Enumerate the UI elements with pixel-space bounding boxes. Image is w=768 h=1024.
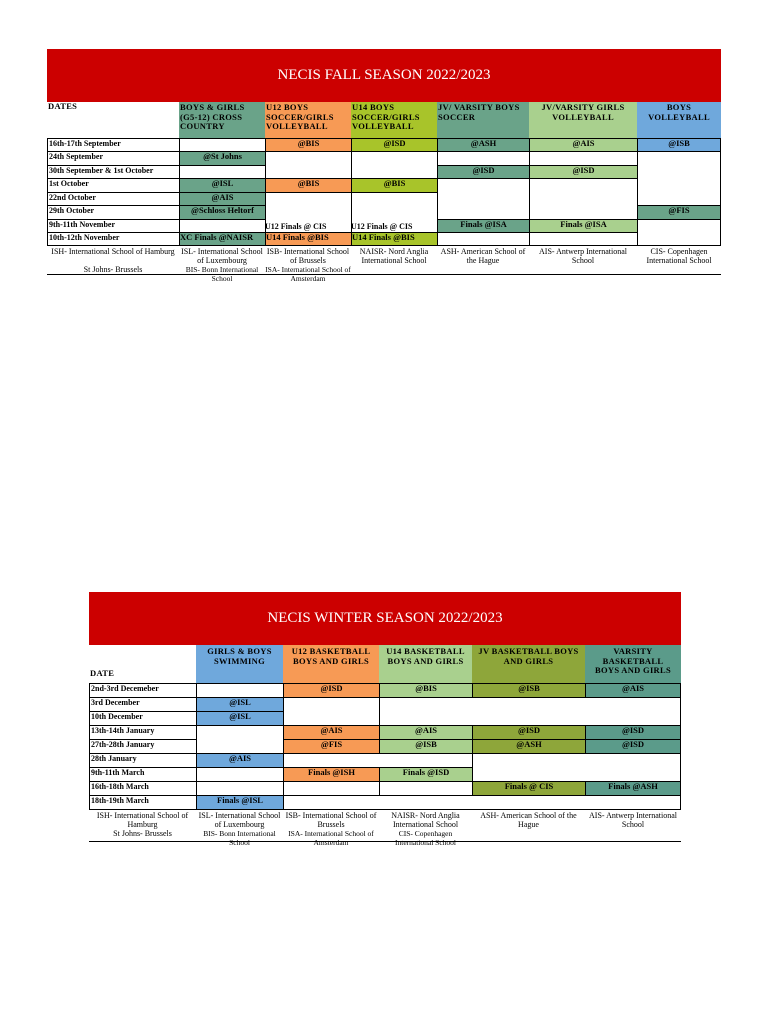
winter-legend-item: St Johns- Brussels bbox=[113, 829, 172, 838]
fall-header-u12: U12 BOYS SOCCER/GIRLS VOLLEYBALL bbox=[265, 102, 351, 138]
fall-event-cell: @AIS bbox=[179, 192, 266, 206]
winter-event-cell: @AIS bbox=[379, 725, 473, 740]
fall-event-cell bbox=[179, 219, 266, 233]
fall-event-cell: @St Johns bbox=[179, 151, 266, 166]
fall-grid bbox=[47, 102, 721, 283]
fall-event-cell: XC Finals @NAISR bbox=[179, 232, 266, 246]
fall-event-cell bbox=[437, 151, 530, 166]
fall-event-cell bbox=[351, 151, 438, 179]
fall-header-xc: BOYS & GIRLS (G5-12) CROSS COUNTRY bbox=[179, 102, 265, 138]
fall-event-cell: @ISB bbox=[637, 138, 721, 152]
winter-header-u14: U14 BASKETBALL BOYS AND GIRLS bbox=[379, 645, 472, 683]
winter-event-cell: @AIS bbox=[283, 725, 380, 740]
fall-event-cell: U14 Finals @BIS bbox=[265, 232, 352, 246]
fall-title-banner bbox=[47, 49, 721, 102]
winter-date: 16th-18th March bbox=[89, 781, 197, 796]
fall-event-cell bbox=[179, 138, 266, 152]
fall-event-cell: @ISL bbox=[179, 178, 266, 193]
fall-event-cell bbox=[637, 219, 721, 246]
fall-header-jvvb: JV/VARSITY GIRLS VOLLEYBALL bbox=[529, 102, 637, 138]
winter-event-cell: Finals @ISL bbox=[196, 795, 284, 810]
winter-date: 13th-14th January bbox=[89, 725, 197, 740]
fall-event-cell: @ISD bbox=[529, 165, 638, 179]
winter-event-cell bbox=[196, 725, 284, 754]
fall-legend-item: ISH- International School of Hamburg bbox=[51, 247, 175, 256]
fall-legend-item: ISB- International School of Brussels bbox=[266, 247, 350, 265]
fall-legend-item: ISL- International School of Luxembourg bbox=[181, 247, 263, 265]
fall-legend-item: NAISR- Nord Anglia International School bbox=[359, 247, 429, 265]
winter-event-cell: @ASH bbox=[472, 739, 586, 754]
fall-event-cell bbox=[437, 178, 530, 220]
fall-date: 1st October bbox=[47, 178, 180, 193]
winter-legend-item: ISB- International School of Brussels bbox=[285, 811, 377, 829]
winter-event-cell: @ISD bbox=[585, 739, 681, 754]
winter-event-cell: Finals @ CIS bbox=[472, 781, 586, 796]
fall-header-dates: DATES bbox=[47, 102, 179, 138]
winter-event-cell: @ISD bbox=[472, 725, 586, 740]
winter-date: 10th December bbox=[89, 711, 197, 726]
winter-date: 9th-11th March bbox=[89, 767, 197, 782]
fall-date: 10th-12th November bbox=[47, 232, 180, 246]
fall-event-cell bbox=[529, 151, 638, 166]
fall-event-cell: @ASH bbox=[437, 138, 530, 152]
winter-event-cell bbox=[196, 781, 284, 796]
winter-legend-item: ASH- American School of the Hague bbox=[480, 811, 577, 829]
fall-legend-item: BIS- Bonn International School bbox=[185, 265, 259, 283]
winter-legend-item: ISA- International School of Amsterdam bbox=[288, 829, 374, 847]
fall-event-cell: @ISD bbox=[351, 138, 438, 152]
fall-event-cell bbox=[265, 151, 352, 179]
fall-season-table bbox=[47, 49, 721, 283]
fall-date: 9th-11th November bbox=[47, 219, 180, 233]
winter-date: 28th January bbox=[89, 753, 197, 768]
winter-event-cell: @AIS bbox=[196, 753, 284, 768]
winter-legend-item: ISH- International School of Hamburg bbox=[96, 811, 189, 829]
winter-event-cell: @ISD bbox=[283, 683, 380, 698]
fall-legend-item: AIS- Antwerp International School bbox=[539, 247, 627, 265]
fall-legend-item: ISA- International School of Amsterdam bbox=[265, 265, 351, 283]
winter-event-cell bbox=[379, 781, 473, 796]
winter-event-cell bbox=[379, 697, 681, 726]
winter-grid bbox=[89, 645, 681, 847]
winter-event-cell: @ISL bbox=[196, 697, 284, 712]
winter-event-cell: @ISB bbox=[379, 739, 473, 754]
winter-event-cell bbox=[283, 795, 681, 810]
fall-legend-item: CIS- Copenhagen International School bbox=[646, 247, 712, 265]
fall-event-cell bbox=[179, 165, 266, 179]
winter-event-cell: Finals @ISD bbox=[379, 767, 473, 782]
fall-date: 16th-17th September bbox=[47, 138, 180, 152]
winter-event-cell bbox=[196, 767, 284, 782]
fall-date: 24th September bbox=[47, 151, 180, 166]
fall-event-cell: U12 Finals @ CIS bbox=[265, 222, 327, 231]
winter-header-swim: GIRLS & BOYS SWIMMING bbox=[196, 645, 283, 683]
winter-date: 18th-19th March bbox=[89, 795, 197, 810]
winter-date: 2nd-3rd Decemeber bbox=[89, 683, 197, 698]
fall-event-cell: @ISD bbox=[437, 165, 530, 179]
fall-event-cell bbox=[437, 232, 530, 246]
winter-event-cell: Finals @ASH bbox=[585, 781, 681, 796]
winter-legend-item: AIS- Antwerp International School bbox=[589, 811, 677, 829]
fall-header-bvb: BOYS VOLLEYBALL bbox=[637, 102, 721, 138]
winter-event-cell: @AIS bbox=[585, 683, 681, 698]
fall-header-jvsoc: JV/ VARSITY BOYS SOCCER bbox=[437, 102, 529, 138]
winter-season-table bbox=[89, 592, 681, 847]
winter-event-cell: @BIS bbox=[379, 683, 473, 698]
winter-header-var: VARSITY BASKETBALL BOYS AND GIRLS bbox=[585, 645, 681, 683]
winter-event-cell bbox=[472, 753, 681, 782]
fall-legend-item: ASH- American School of the Hague bbox=[440, 247, 526, 265]
winter-legend-item: NAISR- Nord Anglia International School bbox=[391, 811, 460, 829]
winter-event-cell bbox=[283, 781, 380, 796]
fall-date: 22nd October bbox=[47, 192, 180, 206]
fall-event-cell: Finals @ISA bbox=[437, 219, 530, 233]
fall-title: NECIS FALL SEASON 2022/2023 bbox=[277, 67, 491, 83]
winter-event-cell: @ISD bbox=[585, 725, 681, 740]
winter-title: NECIS WINTER SEASON 2022/2023 bbox=[267, 610, 503, 626]
winter-title-banner bbox=[89, 592, 681, 645]
winter-legend-item: ISL- International School of Luxembourg bbox=[198, 811, 281, 829]
winter-event-cell bbox=[283, 697, 380, 726]
fall-event-cell: @Schloss Heltorf bbox=[179, 205, 266, 220]
fall-event-cell: @BIS bbox=[265, 138, 352, 152]
winter-legend-item: CIS- Copenhagen International School bbox=[394, 829, 457, 847]
winter-date: 27th-28th January bbox=[89, 739, 197, 754]
fall-event-cell: @AIS bbox=[529, 138, 638, 152]
fall-date: 29th October bbox=[47, 205, 180, 220]
winter-event-cell: @ISB bbox=[472, 683, 586, 698]
fall-header-u14: U14 BOYS SOCCER/GIRLS VOLLEYBALL bbox=[351, 102, 437, 138]
fall-event-cell: U14 Finals @BIS bbox=[351, 232, 438, 246]
fall-event-cell: @BIS bbox=[265, 178, 352, 193]
fall-event-cell: @BIS bbox=[351, 178, 438, 193]
winter-event-cell bbox=[196, 683, 284, 698]
winter-date: 3rd December bbox=[89, 697, 197, 712]
winter-event-cell: @ISL bbox=[196, 711, 284, 726]
winter-header-u12: U12 BASKETBALL BOYS AND GIRLS bbox=[283, 645, 379, 683]
winter-event-cell: Finals @ISH bbox=[283, 767, 380, 782]
fall-event-cell bbox=[529, 232, 638, 246]
fall-event-cell: Finals @ISA bbox=[529, 219, 638, 233]
winter-event-cell: @FIS bbox=[283, 739, 380, 754]
fall-date: 30th September & 1st October bbox=[47, 165, 180, 179]
winter-event-cell bbox=[283, 753, 473, 768]
fall-legend-item: St Johns- Brussels bbox=[83, 265, 143, 274]
fall-event-cell: U12 Finals @ CIS bbox=[351, 222, 413, 231]
fall-event-cell: @FIS bbox=[637, 205, 721, 220]
winter-legend-item: BIS- Bonn International School bbox=[203, 829, 276, 847]
winter-header-jv: JV BASKETBALL BOYS AND GIRLS bbox=[472, 645, 585, 683]
fall-event-cell bbox=[529, 178, 638, 220]
winter-header-date: DATE bbox=[90, 669, 115, 678]
